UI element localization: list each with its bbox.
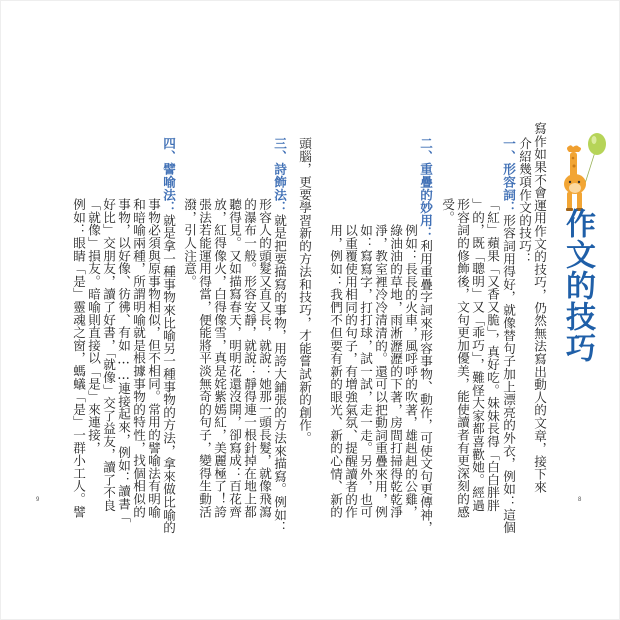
sec2-line-2: 例如：長長的火車，風呼呼的吹著，雄赳赳的公雞， xyxy=(403,224,418,519)
sec2-line-7: 用，例如：我們不但要有新的眼光、新的心情、新的 xyxy=(328,224,343,519)
sec4-line-1: 四、譬喻法：就是拿一種事物來比喻另一種事物的方法，拿來做比喻的 xyxy=(161,137,176,534)
sec4-line-6: 「就像」損友。暗喻則直接以「是」來連接， xyxy=(86,198,101,454)
page-number-left: 9 xyxy=(36,497,40,503)
sec2-line-6: 以重覆使用相同的句子，有增強氣氛、提醒讀者的作 xyxy=(343,224,358,519)
continuation-line: 頭腦，更要學習新的方法和技巧，才能嘗試新的創作。 xyxy=(297,137,312,445)
sec2-line-4: 淨，教室裡冷冷清清的。還可以把動詞重疊來用，例 xyxy=(373,224,388,519)
giraffe-balloon-illustration xyxy=(555,130,613,216)
sec2-line-3: 綠油油的草地，雨淅瀝瀝的下著，房間打掃得乾乾淨 xyxy=(388,224,403,519)
sec3-line-6: 張法若能運用得當，便能將平淡無奇的句子，變得生動活 xyxy=(197,198,212,518)
sec3-line-2: 形容人的頭髮又直又長，就說：她那一頭長髮，就像飛瀉 xyxy=(257,198,272,518)
page-title: 作文的技巧 xyxy=(560,208,595,363)
intro-line-1: 寫作如果不會運用作文的技巧，仍然無法寫出動人的文章，接下來 xyxy=(532,122,547,494)
sec3-line-1: 三、詩飾法：就是把要描寫的事物，用誇大鋪張的方法來描寫。例如： xyxy=(272,137,287,534)
sec1-line-2: 「紅」蘋果「又香又脆」，真好吃。妹妹長得「白白胖胖 xyxy=(485,198,500,512)
sec4-line-7: 例如：眼睛「是」靈魂之窗，螞蟻「是」一群小工人。譬 xyxy=(71,198,86,518)
sec3-heading: 三、詩飾法： xyxy=(272,137,287,214)
sec1-line-3: 」的，既「聰明」又「乖巧」，難怪大家都喜歡她。經過 xyxy=(470,198,485,512)
sec3-line-5: 放，紅得像火，白得像雪，真是姹紫嫣紅，美麗極了！誇 xyxy=(212,198,227,518)
sec4-line-4: 事物，以好像、彷彿、有如……連接起來，例如：讀書「 xyxy=(116,198,131,523)
sec2-heading: 二、重疊的妙用： xyxy=(418,137,433,240)
sec4-line-2: 事物必須與原事物相似，但不相同。常用的譬喻法有明喻 xyxy=(146,198,161,518)
sec4-line-3: 和暗喻兩種，所謂明喻就是根據事物的特性，找個相似的 xyxy=(131,198,146,518)
sec3-line-7: 潑，引人注意。 xyxy=(182,198,197,288)
sec1-line-5: 受。 xyxy=(440,198,455,224)
sec4-line-5: 好比」交朋友，讀了好書，「就像」交了益友，讀了不良 xyxy=(101,198,116,512)
sec3-line-3: 的瀑布一般。形容安靜，就說：靜得連一根針掉在地上都 xyxy=(242,198,257,518)
sec2-line-1: 二、重疊的妙用：利用重疊字詞來形容事物、動作，可使文句更傳神， xyxy=(418,137,433,534)
sec1-heading: 一、形容詞： xyxy=(501,137,516,214)
sec1-line-1: 一、形容詞：形容詞用得好，就像替句子加上漂亮的外衣，例如：這個 xyxy=(501,137,516,534)
sec4-heading: 四、譬喻法： xyxy=(161,137,176,214)
page-number-right: 8 xyxy=(578,497,582,503)
sec1-line-4: 形容詞的修飾後，文句更加優美，能使讀者有更深刻的感 xyxy=(455,198,470,518)
sec2-line-5: 如：寫寫字，打打球，試一試，走一走。另外，也可 xyxy=(358,224,373,519)
intro-line-2: 介紹幾項作文的技巧： xyxy=(517,137,532,265)
sec3-line-4: 聽得見。又如描寫春天，明明花還沒開，卻寫成：百花齊 xyxy=(227,198,242,518)
